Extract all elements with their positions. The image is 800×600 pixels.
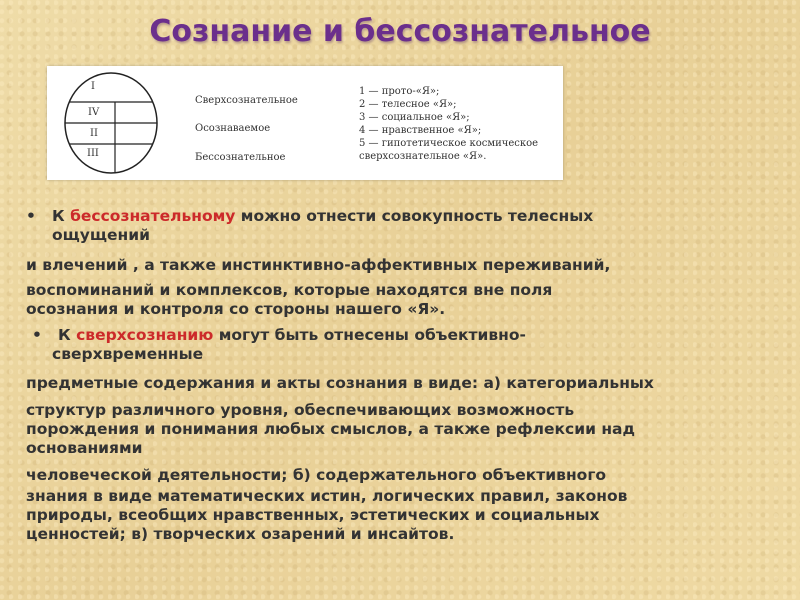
text-line: порождения и понимания любых смыслов, а также рефлексии над <box>26 420 636 438</box>
text-line: структур различного уровня, обеспечивающих возможность <box>26 401 575 419</box>
bullet: • <box>32 326 42 344</box>
roman-numeral: IV <box>88 107 100 118</box>
legend-item: 1 — прото-«Я»; <box>359 86 440 97</box>
paragraph-2-first-line <box>32 326 526 345</box>
paragraph-1-first-line <box>26 207 593 226</box>
legend-item: 2 — телесное «Я»; <box>359 99 457 110</box>
text-line: основаниями <box>26 439 143 457</box>
highlight-term: бессознательному <box>70 207 236 225</box>
text-line: сверхвременные <box>52 345 204 363</box>
text-line: человеческой деятельности; б) содержательного объективного <box>26 466 607 484</box>
slide-title: Сознание и бессознательное <box>149 14 651 49</box>
text-line: ощущений <box>52 226 150 244</box>
roman-numeral: II <box>90 128 98 139</box>
text-fragment: можно отнести совокупность телесных <box>235 207 594 225</box>
roman-numeral: III <box>87 148 99 159</box>
text-fragment: К <box>52 207 71 225</box>
level-label: Осознаваемое <box>195 123 271 134</box>
level-label: Сверхсознательное <box>195 95 298 106</box>
legend-item: сверхсознательное «Я». <box>359 151 487 162</box>
legend-item: 3 — социальное «Я»; <box>359 112 470 123</box>
roman-numeral: I <box>91 81 95 92</box>
bullet: • <box>26 207 36 225</box>
text-line: предметные содержания и акты сознания в виде: а) категориальных <box>26 374 654 392</box>
text-fragment: К <box>58 326 77 344</box>
text-line: и влечений , а также инстинктивно-аффективных переживаний, <box>26 256 611 274</box>
text-line: воспоминаний и комплексов, которые находятся вне поля <box>26 281 553 299</box>
consciousness-diagram <box>47 66 563 180</box>
text-fragment: могут быть отнесены объективно- <box>213 326 526 344</box>
text-line: осознания и контроля со стороны нашего «Я». <box>26 300 446 318</box>
legend-item: 4 — нравственное «Я»; <box>359 125 482 136</box>
level-label: Бессознательное <box>195 152 286 163</box>
highlight-term: сверхсознанию <box>76 326 214 344</box>
text-line: ценностей; в) творческих озарений и инсайтов. <box>26 525 455 543</box>
text-line: знания в виде математических истин, логических правил, законов <box>26 487 628 505</box>
legend-item: 5 — гипотетическое космическое <box>359 138 539 149</box>
text-line: природы, всеобщих нравственных, эстетических и социальных <box>26 506 600 524</box>
